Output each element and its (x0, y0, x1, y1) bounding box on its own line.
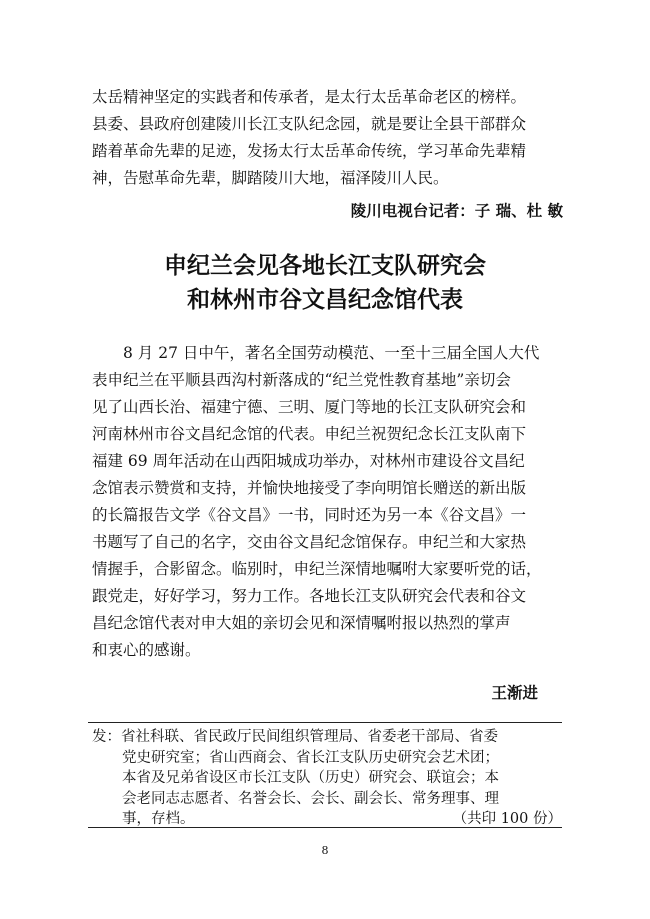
body-line: 福建 69 周年活动在山西阳城成功举办，对林州市建设谷文昌纪 (92, 452, 525, 470)
lead-line: 神，告慰革命先辈，脚踏陵川大地，福泽陵川人民。 (92, 169, 449, 187)
body-line: 跟党走，好好学习，努力工作。各地长江支队研究会代表和谷文 (92, 587, 527, 605)
body-line: 书题写了自己的名字，交由谷文昌纪念馆保存。申纪兰和大家热 (92, 533, 527, 551)
print-copies: （共印 100 份） (452, 811, 562, 827)
article-title-line-2: 和林州市谷文昌纪念馆代表 (187, 287, 463, 313)
body-line: 情握手，合影留念。临别时，申纪兰深情地嘱咐大家要听党的话， (92, 560, 542, 578)
body-line: 河南林州市谷文昌纪念馆的代表。申纪兰祝贺纪念长江支队南下 (92, 425, 527, 443)
body-line: 昌纪念馆代表对申大姐的亲切会见和深情嘱咐报以热烈的掌声 (92, 614, 511, 632)
body-line: 表申纪兰在平顺县西沟村新落成的“纪兰党性教育基地”亲切会 (92, 371, 511, 389)
reporter-byline: 陵川电视台记者：子 瑞、杜 敏 (350, 202, 563, 220)
lead-line: 踏着革命先辈的足迹，发扬太行太岳革命传统，学习革命先辈精 (92, 142, 527, 160)
distribution-line: 本省及兄弟省设区市长江支队（历史）研究会、联谊会；本 (122, 770, 499, 786)
distribution-bottom-rule (88, 827, 562, 828)
distribution-list (92, 727, 562, 830)
article-author: 王渐进 (491, 684, 538, 702)
distribution-line: 发：省社科联、省民政厅民间组织管理局、省委老干部局、省委 (92, 729, 498, 745)
article-title-line-1: 申纪兰会见各地长江支队研究会 (164, 253, 486, 279)
distribution-top-rule (88, 722, 562, 723)
body-line: 见了山西长治、福建宁德、三明、厦门等地的长江支队研究会和 (92, 398, 527, 416)
distribution-line: 事，存档。 (122, 811, 195, 827)
body-line: 的长篇报告文学《谷文昌》一书，同时还为另一本《谷文昌》一 (92, 506, 527, 524)
distribution-line: 会老同志志愿者、名誉会长、会长、副会长、常务理事、理 (122, 790, 499, 807)
lead-line: 太岳精神坚定的实践者和传承者，是太行太岳革命老区的榜样。 (92, 88, 527, 106)
lead-line: 县委、县政府创建陵川长江支队纪念园，就是要让全县干部群众 (92, 115, 527, 133)
body-line: 8 月 27 日中午，著名全国劳动模范、一至十三届全国人大代 (92, 344, 540, 362)
page-number: 8 (321, 844, 329, 857)
body-line: 和衷心的感谢。 (92, 641, 201, 659)
article-body (92, 340, 562, 664)
lead-paragraph (92, 84, 562, 192)
body-line: 念馆表示赞赏和支持，并愉快地接受了李向明馆长赠送的新出版 (92, 479, 527, 497)
distribution-line: 党史研究室；省山西商会、省长江支队历史研究会艺术团； (122, 749, 499, 766)
